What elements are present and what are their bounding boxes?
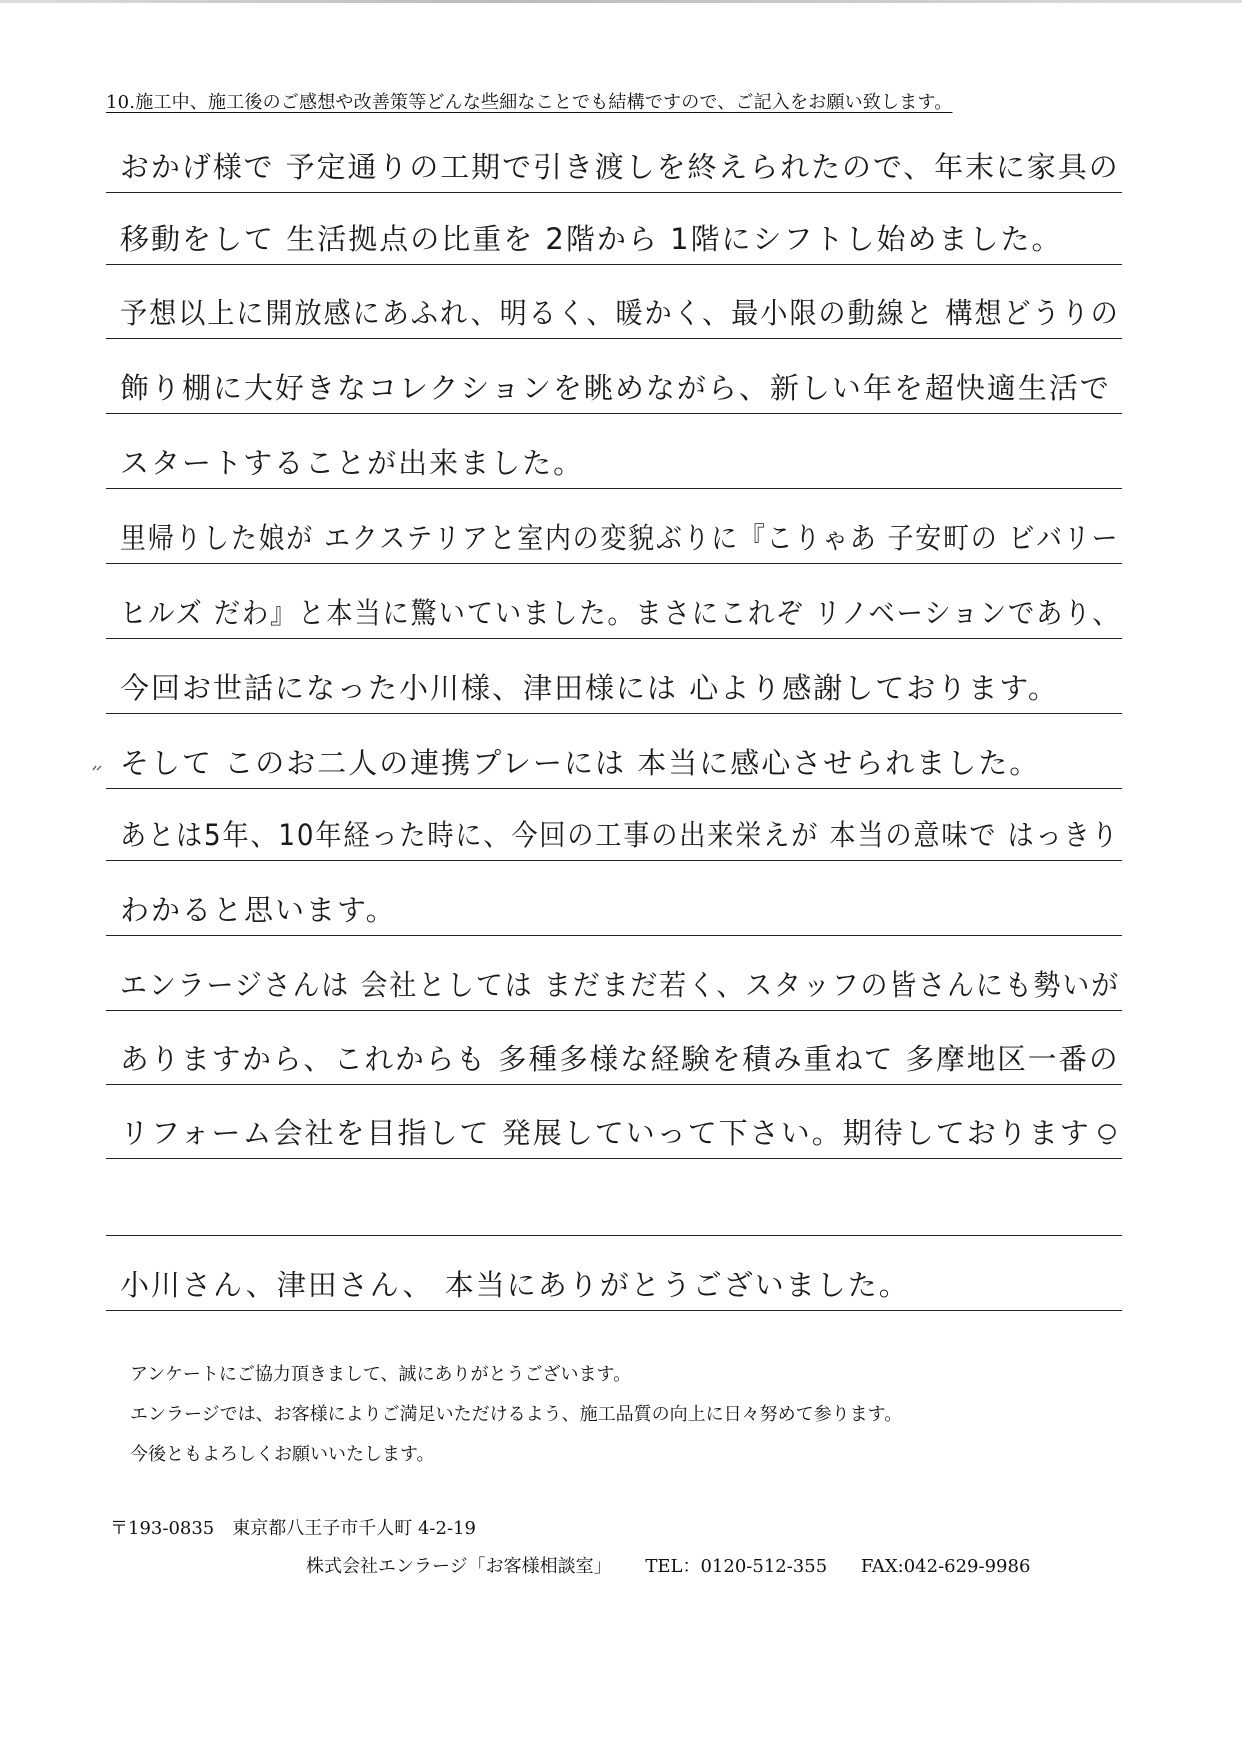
ruled-line bbox=[106, 204, 1122, 265]
ruled-line bbox=[106, 1250, 1122, 1311]
handwritten-line-text: 今回お世話になった小川様、津田様には 心より感謝しております。 bbox=[120, 671, 1059, 705]
company-tel: TEL：0120-512-355 bbox=[645, 1556, 828, 1577]
handwritten-line-text: スタートすることが出来ました。 bbox=[120, 446, 585, 480]
company-contact bbox=[306, 1552, 1058, 1578]
ruled-line bbox=[106, 728, 1122, 789]
ruled-line bbox=[106, 503, 1122, 564]
footer-thanks: アンケートにご協力頂きまして、誠にありがとうございます。 bbox=[130, 1364, 632, 1385]
handwritten-line-text: あとは5年、10年経った時に、今回の工事の出来栄えが 本当の意味で はっきり bbox=[120, 818, 1120, 852]
handwritten-line-text: ありますから、これからも 多種多様な経験を積み重ねて 多摩地区一番の bbox=[120, 1042, 1120, 1076]
ruled-line bbox=[106, 578, 1122, 639]
footer-commitment: エンラージでは、お客様によりご満足いただけるよう、施工品質の向上に日々努めて参ります。 bbox=[130, 1404, 903, 1425]
handwritten-line-text: おかげ様で 予定通りの工期で引き渡しを終えられたので、年末に家具の bbox=[120, 150, 1120, 184]
ruled-line bbox=[106, 132, 1122, 193]
ruled-line bbox=[106, 1024, 1122, 1085]
handwritten-line-text: 飾り棚に大好きなコレクションを眺めながら、新しい年を超快適生活で bbox=[120, 371, 1111, 405]
handwritten-line-text: そして このお二人の連携プレーには 本当に感心させられました。 bbox=[120, 746, 1041, 780]
footer-regards: 今後ともよろしくお願いいたします。 bbox=[130, 1444, 435, 1465]
ruled-line bbox=[106, 875, 1122, 936]
company-name: 株式会社エンラージ「お客様相談室」 bbox=[306, 1556, 612, 1577]
handwritten-line-text: 小川さん、津田さん、 本当にありがとうございました。 bbox=[120, 1268, 910, 1302]
handwritten-line-text: 移動をして 生活拠点の比重を 2階から 1階にシフトし始めました。 bbox=[120, 222, 1063, 256]
page-top-edge bbox=[0, 0, 1242, 3]
ruled-line bbox=[106, 800, 1122, 861]
smiley-face-icon bbox=[1097, 1123, 1117, 1145]
ruled-line bbox=[106, 1175, 1122, 1236]
survey-question: 10.施工中、施工後のご感想や改善策等どんな些細なことでも結構ですので、ご記入をお願い致します。 bbox=[106, 92, 953, 113]
ruled-line bbox=[106, 950, 1122, 1011]
handwritten-line-text: 予想以上に開放感にあふれ、明るく、暖かく、最小限の動線と 構想どうりの bbox=[120, 296, 1120, 330]
stray-pen-mark bbox=[92, 764, 102, 772]
handwritten-line-text: エンラージさんは 会社としては まだまだ若く、スタッフの皆さんにも勢いが bbox=[120, 968, 1121, 1002]
handwritten-line-text: 里帰りした娘が エクステリアと室内の変貌ぶりに『こりゃあ 子安町の ビバリー bbox=[120, 521, 1120, 555]
handwritten-line-text: ヒルズ だわ』と本当に驚いていました。まさにこれぞ リノベーションであり、 bbox=[120, 596, 1121, 630]
ruled-line bbox=[106, 1098, 1122, 1159]
handwritten-line-text: わかると思います。 bbox=[120, 893, 397, 927]
ruled-line bbox=[106, 278, 1122, 339]
company-address: 〒193-0835 東京都八王子市千人町 4-2-19 bbox=[110, 1518, 476, 1539]
ruled-line bbox=[106, 353, 1122, 414]
ruled-line bbox=[106, 653, 1122, 714]
company-fax: FAX:042-629-9986 bbox=[860, 1556, 1031, 1577]
ruled-line bbox=[106, 428, 1122, 489]
handwritten-line-text: リフォーム会社を目指して 発展していって下さい。期待しております bbox=[120, 1111, 1117, 1152]
